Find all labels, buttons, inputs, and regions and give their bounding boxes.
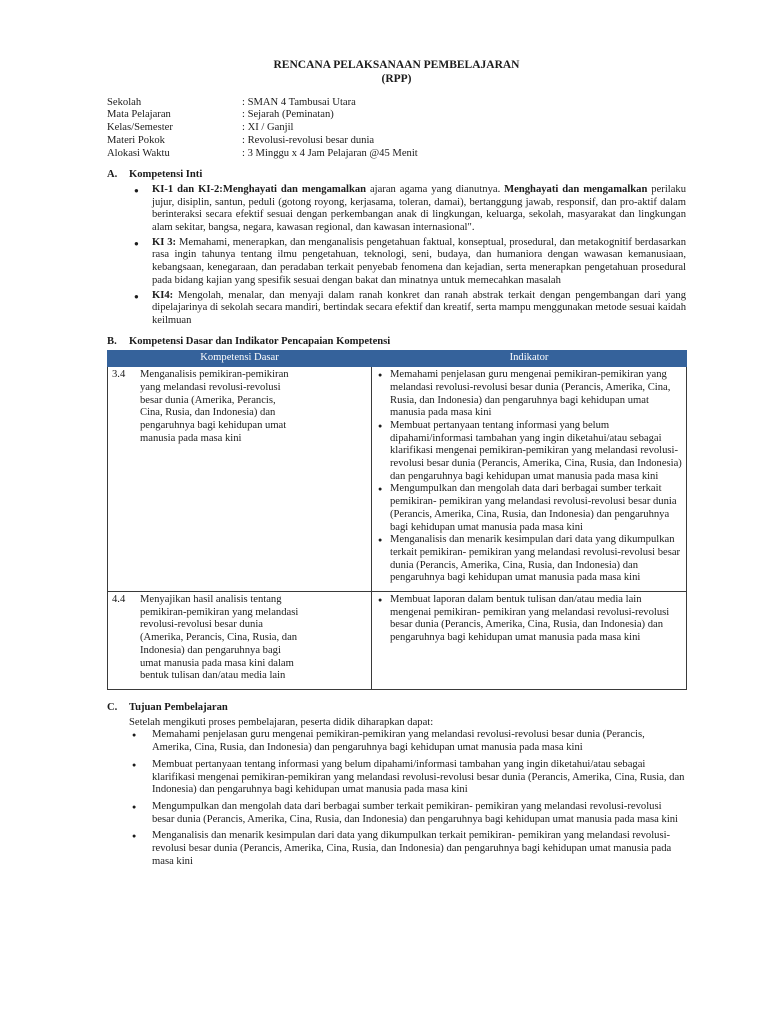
ki4-text: Mengolah, menalar, dan menyaji dalam ranah konkret dan ranah abstrak terkait dengan pengembangan dari yang dipelajarinya di sekolah secara mandiri, bertindak secara efektif dan kreatif, serta mampu menggunakan metode sesuai kaidah keilmuan (152, 289, 686, 326)
indicator-list (376, 369, 682, 585)
core-competency-list (107, 184, 686, 328)
document-title (107, 58, 686, 87)
list-item (152, 290, 686, 328)
identity-table (107, 97, 686, 161)
section-b-letter: B. (107, 335, 117, 347)
meta-value-class: : XI / Ganjil (242, 122, 294, 134)
section-b-heading (107, 336, 686, 349)
ki4-bold: KI4: (152, 289, 174, 301)
list-item (152, 184, 686, 235)
meta-value-time: : 3 Minggu x 4 Jam Pelajaran @45 Menit (242, 147, 418, 159)
list-item: ● Memahami penjelasan guru mengenai pemikiran-pemikiran yang melandasi revolusi-revolusi besar dunia (Perancis, Amerika, Cina, Rusia, dan Indonesia) dan pengaruhnya bagi kehidupan umat manusia pada masa kini (152, 729, 686, 754)
list-item: ● Membuat pertanyaan tentang informasi yang belum dipahami/informasi tambahan yang ingin diketahui/atau sebagai klarifikasi mengenai pemikiran-pemikiran yang melandasi revolusi-revolusi besar dunia (Perancis, Amerika, Cina, Rusia, dan Indonesia) dan pengaruhnya bagi kehidupan umat manusia pada masa kini (152, 759, 686, 797)
section-a-letter: A. (107, 169, 118, 181)
kd-cell (108, 592, 372, 690)
list-item: ● Memahami penjelasan guru mengenai pemikiran-pemikiran yang melandasi revolusi-revolusi besar dunia (Perancis, Amerika, Cina, Rusia, dan Indonesia) dan pengaruhnya bagi kehidupan umat manusia pada masa kini (390, 369, 682, 420)
ki12-bold-1: KI-1 dan KI-2:Menghayati dan mengamalkan (152, 183, 367, 195)
list-item: ● Membuat pertanyaan tentang informasi yang belum dipahami/informasi tambahan yang ingin diketahui/atau sebagai klarifikasi mengenai pemikiran-pemikiran yang melandasi revolusi-revolusi besar dunia (Perancis, Amerika, Cina, Rusia, dan Indonesia) dan pengaruhnya bagi kehidupan umat manusia pada masa kini (390, 420, 682, 484)
table-row (108, 367, 687, 592)
table-header-row (108, 351, 687, 367)
list-item (152, 237, 686, 288)
learning-goals-list (107, 729, 686, 868)
section-a-title: Kompetensi Inti (129, 169, 203, 181)
kd-text: Menganalisis pemikiran-pemikiran yang melandasi revolusi-revolusi besar dunia (Amerika, Perancis, Cina, Rusia, dan Indonesia) dan pengaruhnya bagi kehidupan umat manusia pada masa kini (140, 369, 289, 444)
kd-cell (108, 367, 372, 592)
meta-value-topic: : Revolusi-revolusi besar dunia (242, 134, 375, 146)
header-basic-competency: Kompetensi Dasar (108, 351, 372, 367)
ki3-text: Memahami, menerapkan, dan menganalisis pengetahuan faktual, konseptual, prosedural, dan metakognitif berdasarkan rasa ingin tahunya tentang ilmu pengetahuan, teknologi, seni, budaya, dan humaniora dengan wawasan kemanusiaan, kebangsaan, kenegaraan, dan peradaban terkait penyebab fenomena dan kejadian, serta menerapkan pengetahuan prosedural pada bidang kajian yang spesifik sesuai dengan bakat dan minatnya untuk memecahkan masalah (152, 236, 686, 286)
section-a-heading (107, 169, 686, 182)
indicator-cell (372, 367, 687, 592)
title-line-2: (RPP) (381, 73, 412, 86)
indicator-list (376, 594, 682, 645)
meta-value-school: : SMAN 4 Tambusai Utara (242, 96, 356, 108)
table-row (108, 592, 687, 690)
indicator-cell (372, 592, 687, 690)
meta-label-topic: Materi Pokok (107, 134, 165, 146)
section-c-heading (107, 702, 686, 715)
meta-label-school: Sekolah (107, 96, 142, 108)
ki12-text-2: perilaku jujur, disiplin, santun, peduli (gotong royong, kerjasama, toleran, damai), bertanggung jawab, responsif, dan pro-aktif dalam berinteraksi secara efektif sesuai dengan perkembangan anak di lingkungan, keluarga, sekolah, masyarakat dan lingkungan alam sekitar, bangsa, negara, kawasan regional, dan kawasan internasional". (152, 183, 686, 234)
ki12-bold-2: Menghayati dan mengamalkan (504, 183, 648, 195)
meta-value-subject: : Sejarah (Peminatan) (242, 109, 334, 121)
section-c-title: Tujuan Pembelajaran (129, 701, 228, 713)
header-indicator: Indikator (372, 351, 687, 367)
meta-label-subject: Mata Pelajaran (107, 109, 171, 121)
section-c-letter: C. (107, 701, 118, 713)
ki3-bold: KI 3: (152, 236, 177, 248)
competency-table (107, 350, 687, 690)
meta-label-time: Alokasi Waktu (107, 147, 170, 159)
kd-number: 3.4 (112, 369, 126, 381)
kd-number: 4.4 (112, 594, 126, 606)
kd-text: Menyajikan hasil analisis tentang pemikiran-pemikiran yang melandasi revolusi-revolusi besar dunia (Amerika, Perancis, Cina, Rusia, dan Indonesia) dan pengaruhnya bagi umat manusia pada masa kini dalam bentuk tulisan dan/atau media lain (140, 594, 299, 682)
ki12-text-1: ajaran agama yang dianutnya. (366, 183, 505, 195)
list-item: ● Menganalisis dan menarik kesimpulan dari data yang dikumpulkan terkait pemikiran- pemikiran yang melandasi revolusi-revolusi besar dunia (Perancis, Amerika, Cina, Rusia, dan Indonesia) dan pengaruhnya bagi kehidupan umat manusia pada masa kini (390, 534, 682, 585)
list-item: ● Membuat laporan dalam bentuk tulisan dan/atau media lain mengenai pemikiran- pemikiran yang melandasi revolusi-revolusi besar dunia (Perancis, Amerika, Cina, Rusia, dan Indonesia) dan pengaruhnya bagi kehidupan umat manusia pada masa kini (390, 594, 682, 645)
section-b-title: Kompetensi Dasar dan Indikator Pencapaian Kompetensi (129, 335, 391, 347)
list-item: ● Menganalisis dan menarik kesimpulan dari data yang dikumpulkan terkait pemikiran- pemikiran yang melandasi revolusi-revolusi besar dunia (Perancis, Amerika, Cina, Rusia, dan Indonesia) dan pengaruhnya bagi kehidupan umat manusia pada masa kini (152, 830, 686, 868)
list-item: ● Mengumpulkan dan mengolah data dari berbagai sumber terkait pemikiran- pemikiran yang melandasi revolusi-revolusi besar dunia (Perancis, Amerika, Cina, Rusia, dan Indonesia) dan pengaruhnya bagi kehidupan umat manusia pada masa kini (390, 483, 682, 534)
meta-label-class: Kelas/Semester (107, 122, 173, 134)
learning-goals-intro: Setelah mengikuti proses pembelajaran, peserta didik diharapkan dapat: (129, 716, 434, 728)
title-line-1: RENCANA PELAKSANAAN PEMBELAJARAN (273, 59, 520, 71)
list-item: ● Mengumpulkan dan mengolah data dari berbagai sumber terkait pemikiran- pemikiran yang melandasi revolusi-revolusi besar dunia (Perancis, Amerika, Cina, Rusia, dan Indonesia) dan pengaruhnya bagi kehidupan umat manusia pada masa kini (152, 801, 686, 826)
